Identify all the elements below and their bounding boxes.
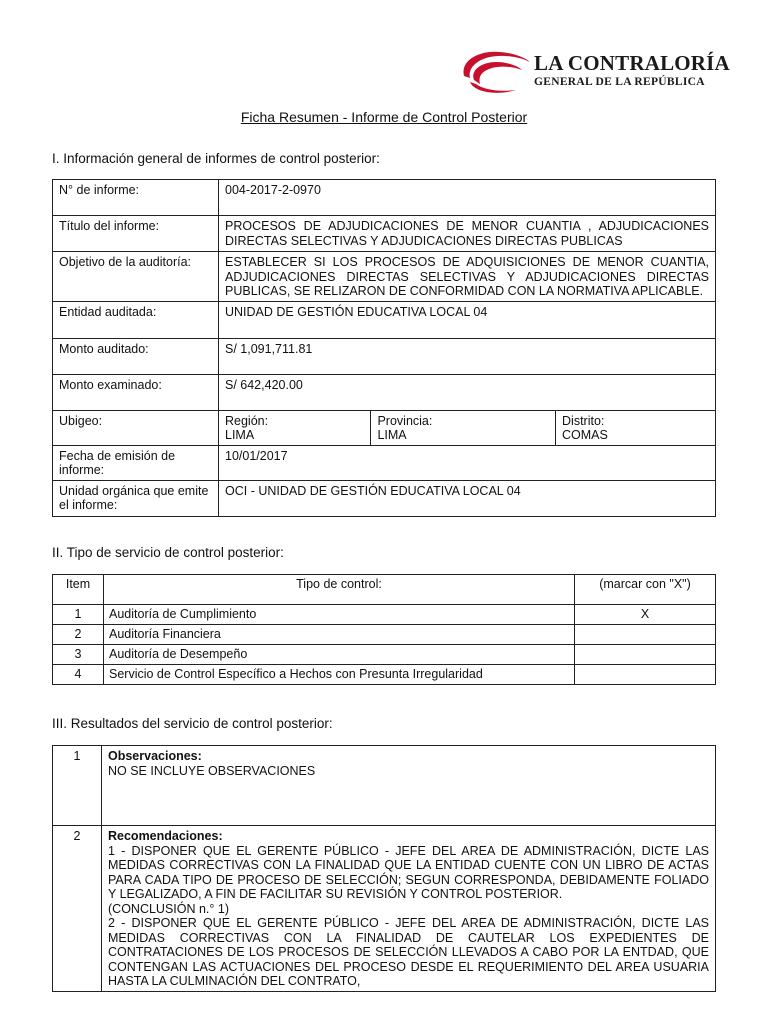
entidad-label: Entidad auditada:	[53, 301, 219, 338]
observaciones-cell	[102, 746, 716, 826]
marcar-cell	[575, 665, 716, 685]
objetivo-label: Objetivo de la auditoría:	[53, 252, 219, 302]
distrito-value: COMAS	[562, 428, 608, 442]
recomendaciones-label: Recomendaciones:	[108, 829, 223, 843]
monto-auditado-value: S/ 1,091,711.81	[219, 338, 716, 374]
table-row	[53, 480, 716, 516]
provincia-label: Provincia:	[377, 413, 433, 428]
table-row	[53, 625, 716, 645]
conclusion-reference: (CONCLUSIÓN n.° 1)	[108, 901, 229, 916]
titulo-label: Título del informe:	[53, 216, 219, 252]
table-row	[53, 445, 716, 480]
informe-number-label: N° de informe:	[53, 180, 219, 216]
tipo-header: Tipo de control:	[104, 575, 575, 605]
section2-heading: II. Tipo de servicio de control posterior:	[52, 545, 284, 560]
recomendacion-paragraph: 1 - DISPONER QUE EL GERENTE PÚBLICO - JEFE DEL AREA DE ADMINISTRACIÓN, DICTE LAS MEDIDAS CORRECTIVAS CON LA FINALIDAD QUE LA ENTIDAD CUENTE CON UN LIBRO DE ACTAS PARA CADA TIPO DE PROCESO DE SELECCIÓN; SEGUN CORRESPONDA, DEBIDAMENTE FOLIADO Y LEGALIZADO, A FIN DE FACILITAR SU REVISIÓN Y CONTROL POSTERIOR.	[108, 843, 709, 901]
table-row	[53, 746, 716, 826]
entidad-value: UNIDAD DE GESTIÓN EDUCATIVA LOCAL 04	[219, 301, 716, 338]
service-type-table	[52, 574, 716, 685]
table-row	[53, 826, 716, 992]
distrito-cell	[556, 410, 716, 445]
tipo-cell: Servicio de Control Específico a Hechos con Presunta Irregularidad	[104, 665, 575, 685]
recomendaciones-cell	[102, 826, 716, 992]
marcar-cell	[575, 625, 716, 645]
table-row	[53, 410, 716, 445]
logo-title: LA CONTRALORÍA	[534, 51, 730, 75]
item-cell: 2	[53, 625, 104, 645]
table-row	[53, 665, 716, 685]
table-row	[53, 645, 716, 665]
fecha-label: Fecha de emisión de informe:	[53, 445, 219, 480]
ubigeo-label: Ubigeo:	[53, 410, 219, 445]
table-row	[53, 252, 716, 302]
recomendacion-paragraph: 2 - DISPONER QUE EL GERENTE PÚBLICO - JEFE DEL AREA DE ADMINISTRACIÓN, DICTE LAS MEDIDAS CORRECTIVAS CON LA FINALIDAD DE CAUTELAR LOS EXPEDIENTES DE CONTRATACIONES DE LOS PROCESOS DE SELECCIÓN LLEVADOS A CABO POR LA ENTDAD, QUE CONTENGAN LAS ACTUACIONES DEL PROCESO DESDE EL REQUERIMIENTO DEL AREA USUARIA HASTA LA CULMINACIÓN DEL CONTRATO,	[108, 916, 709, 988]
item-header: Item	[53, 575, 104, 605]
region-label: Región:	[225, 413, 269, 428]
document-title: Ficha Resumen - Informe de Control Posterior	[240, 109, 528, 125]
monto-auditado-label: Monto auditado:	[53, 338, 219, 374]
marcar-cell	[575, 645, 716, 665]
tipo-cell: Auditoría de Desempeño	[104, 645, 575, 665]
row-number: 1	[53, 746, 102, 826]
distrito-label: Distrito:	[562, 413, 605, 428]
results-table	[52, 745, 716, 992]
table-row	[53, 338, 716, 374]
item-cell: 4	[53, 665, 104, 685]
titulo-value: PROCESOS DE ADJUDICACIONES DE MENOR CUANTIA , ADJUDICACIONES DIRECTAS SELECTIVAS Y ADJUDICACIONES DIRECTAS PUBLICAS	[219, 216, 716, 252]
section1-heading: I. Información general de informes de control posterior:	[52, 151, 380, 166]
region-value: LIMA	[225, 428, 255, 442]
table-header-row	[53, 575, 716, 605]
monto-examinado-value: S/ 642,420.00	[219, 374, 716, 410]
marcar-header: (marcar con "X")	[575, 575, 716, 605]
table-row	[53, 374, 716, 410]
general-info-table	[52, 179, 716, 517]
item-cell: 1	[53, 605, 104, 625]
contraloria-swoosh-icon	[456, 46, 530, 96]
observaciones-text: NO SE INCLUYE OBSERVACIONES	[108, 763, 316, 778]
fecha-value: 10/01/2017	[219, 445, 716, 480]
table-row	[53, 301, 716, 338]
observaciones-label: Observaciones:	[108, 749, 202, 763]
provincia-cell	[371, 410, 556, 445]
tipo-cell: Auditoría Financiera	[104, 625, 575, 645]
provincia-value: LIMA	[377, 428, 407, 442]
unidad-value: OCI - UNIDAD DE GESTIÓN EDUCATIVA LOCAL 04	[219, 480, 716, 516]
tipo-cell: Auditoría de Cumplimiento	[104, 605, 575, 625]
table-row	[53, 216, 716, 252]
informe-number-value: 004-2017-2-0970	[219, 180, 716, 216]
monto-examinado-label: Monto examinado:	[53, 374, 219, 410]
contraloria-logo	[456, 46, 730, 96]
table-row	[53, 605, 716, 625]
logo-subtitle: GENERAL DE LA REPÚBLICA	[534, 76, 705, 88]
section3-heading: III. Resultados del servicio de control posterior:	[52, 716, 333, 731]
item-cell: 3	[53, 645, 104, 665]
unidad-label: Unidad orgánica que emite el informe:	[53, 480, 219, 516]
table-row	[53, 180, 716, 216]
marcar-cell: X	[575, 605, 716, 625]
objetivo-value: ESTABLECER SI LOS PROCESOS DE ADQUISICIONES DE MENOR CUANTIA, ADJUDICACIONES DIRECTAS SELECTIVAS Y ADJUDICACIONES DIRECTAS PUBLICAS, SE RELIZARON DE CONFORMIDAD CON LA NORMATIVA APLICABLE.	[219, 252, 716, 302]
row-number: 2	[53, 826, 102, 992]
region-cell	[219, 410, 371, 445]
